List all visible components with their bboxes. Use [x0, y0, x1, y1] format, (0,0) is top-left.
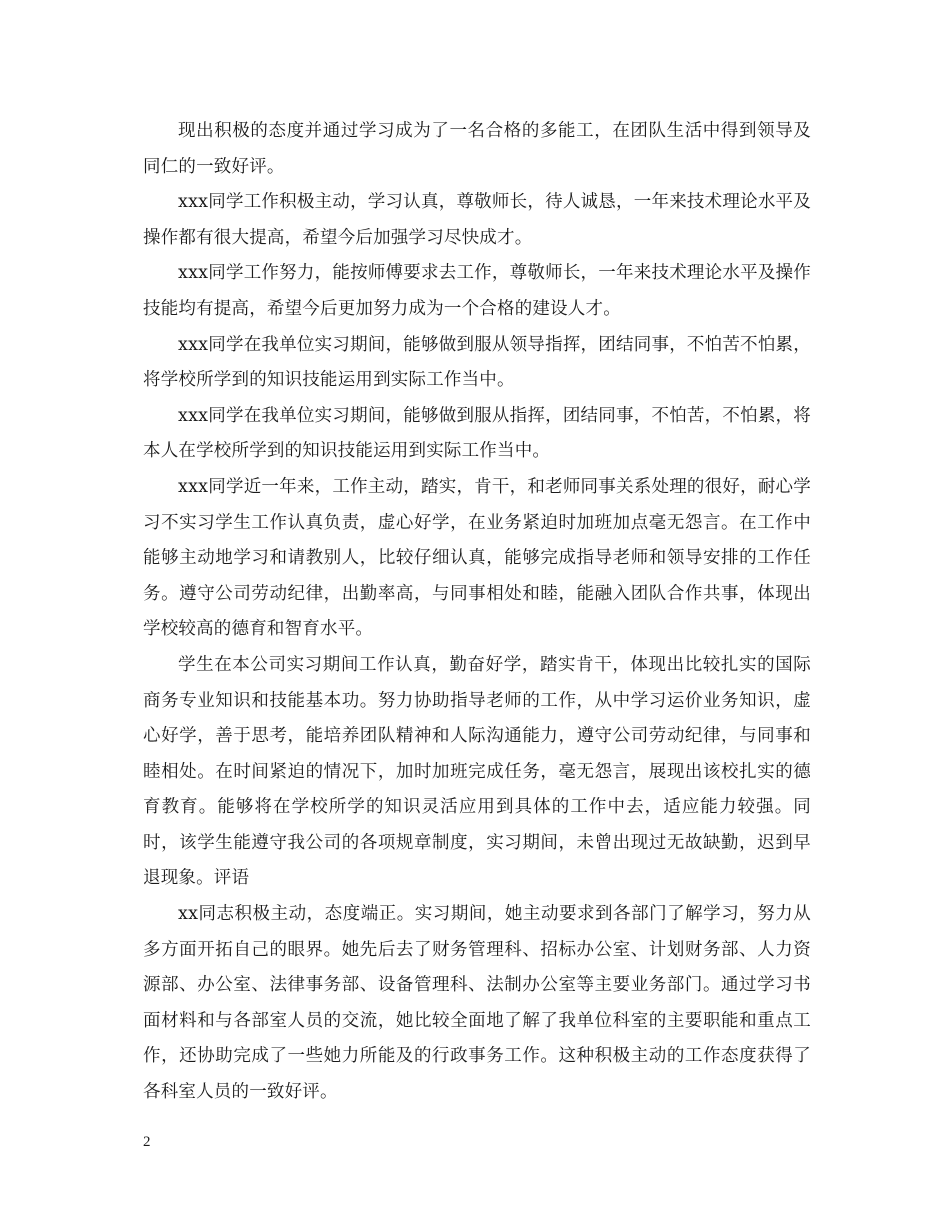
paragraph-5: xxx同学在我单位实习期间，能够做到服从指挥，团结同事，不怕苦，不怕累，将本人在学校所学到的知识技能运用到实际工作当中。 — [143, 405, 811, 462]
paragraph-6: xxx同学近一年来，工作主动，踏实，肯干，和老师同事关系处理的很好，耐心学习不实习学生工作认真负责，虚心好学，在业务紧迫时加班加点毫无怨言。在工作中能够主动地学习和请教别人，比较仔细认真，能够完成指导老师和领导安排的工作任务。遵守公司劳动纪律，出勤率高，与同事相处和睦，能融入团队合作共事，体现出学校较高的德育和智育水平。 — [143, 476, 811, 640]
paragraph-3: xxx同学工作努力，能按师傅要求去工作，尊敬师长，一年来技术理论水平及操作技能均有提高，希望今后更加努力成为一个合格的建设人才。 — [143, 263, 811, 319]
page-number: 2 — [143, 1134, 151, 1150]
document-body — [143, 114, 811, 1111]
paragraph-2: xxx同学工作积极主动，学习认真，尊敬师长，待人诚恳，一年来技术理论水平及操作都有很大提高，希望今后加强学习尽快成才。 — [143, 192, 811, 248]
paragraph-4: xxx同学在我单位实习期间，能够做到服从领导指挥，团结同事，不怕苦不怕累，将学校所学到的知识技能运用到实际工作当中。 — [143, 334, 811, 391]
paragraph-8: xx同志积极主动，态度端正。实习期间，她主动要求到各部门了解学习，努力从多方面开拓自己的眼界。她先后去了财务管理科、招标办公室、计划财务部、人力资源部、办公室、法律事务部、设备管理科、法制办公室等主要业务部门。通过学习书面材料和与各部室人员的交流，她比较全面地了解了我单位科室的主要职能和重点工作，还协助完成了一些她力所能及的行政事务工作。这种积极主动的工作态度获得了各科室人员的一致好评。 — [143, 904, 811, 1103]
paragraph-1: 现出积极的态度并通过学习成为了一名合格的多能工，在团队生活中得到领导及同仁的一致好评。 — [143, 121, 811, 177]
paragraph-7: 学生在本公司实习期间工作认真，勤奋好学，踏实肯干，体现出比较扎实的国际商务专业知识和技能基本功。努力协助指导老师的工作，从中学习运价业务知识，虚心好学，善于思考，能培养团队精神和人际沟通能力，遵守公司劳动纪律，与同事和睦相处。在时间紧迫的情况下，加时加班完成任务，毫无怨言，展现出该校扎实的德育教育。能够将在学校所学的知识灵活应用到具体的工作中去，适应能力较强。同时，该学生能遵守我公司的各项规章制度，实习期间，未曾出现过无故缺勤，迟到早退现象。评语 — [143, 654, 811, 889]
